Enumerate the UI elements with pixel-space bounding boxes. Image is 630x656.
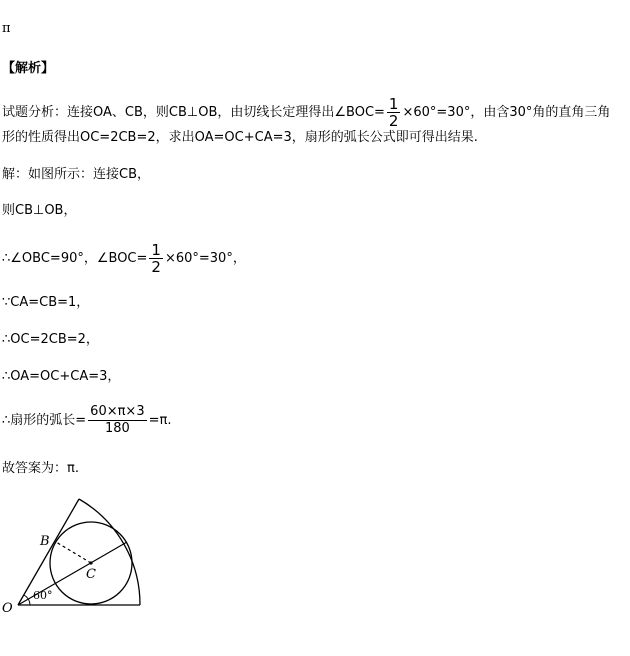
solution-line-7 <box>2 404 171 437</box>
analysis-line-1 <box>2 96 610 129</box>
analysis-line-2: 形的性质得出OC=2CB=2，求出OA=OC+CA=3，扇形的弧长公式即可得出结果. <box>2 130 478 145</box>
solution-s3-a: ∴∠OBC=90°，∠BOC= <box>2 251 148 266</box>
solution-s7-num: 60×π×3 <box>90 404 145 419</box>
solution-s3-b: ×60°=30°， <box>164 251 246 266</box>
label-angle: 60° <box>33 589 53 602</box>
solution-line-1: 解：如图所示：连接CB， <box>2 167 150 182</box>
solution-s7-den: 180 <box>104 421 130 436</box>
solution-s3-den: 2 <box>151 258 161 276</box>
analysis-fraction <box>387 96 401 129</box>
solution-s3-fraction <box>149 242 163 275</box>
label-c: C <box>86 567 96 582</box>
solution-line-2: 则CB⊥OB， <box>2 203 77 218</box>
solution-line-4: ∵CA=CB=1， <box>2 295 90 310</box>
analysis-text-a: 试题分析：连接OA、CB，则CB⊥OB，由切线长定理得出∠BOC= <box>2 105 385 120</box>
analysis-frac-den: 2 <box>388 112 399 130</box>
geometry-figure <box>0 496 170 646</box>
analysis-frac-num: 1 <box>388 95 399 113</box>
analysis-text-b: ×60°=30°，由含30°角的直角三角 <box>402 105 611 120</box>
solution-line-5: ∴OC=2CB=2， <box>2 332 99 347</box>
solution-s7-fraction <box>88 404 146 437</box>
solution-line-8: 故答案为：π. <box>2 461 79 476</box>
solution-s7-a: ∴扇形的弧长= <box>2 413 87 428</box>
solution-s3-num: 1 <box>151 241 161 259</box>
label-o: O <box>2 601 13 616</box>
solution-line-6: ∴OA=OC+CA=3， <box>2 369 121 384</box>
top-answer: π <box>2 21 11 36</box>
solution-line-3 <box>2 242 246 275</box>
solution-s7-b: =π. <box>148 413 172 428</box>
section-title: 【解析】 <box>2 61 55 76</box>
label-b: B <box>40 534 50 549</box>
center-point <box>89 561 92 564</box>
dashed-cb <box>56 542 91 563</box>
